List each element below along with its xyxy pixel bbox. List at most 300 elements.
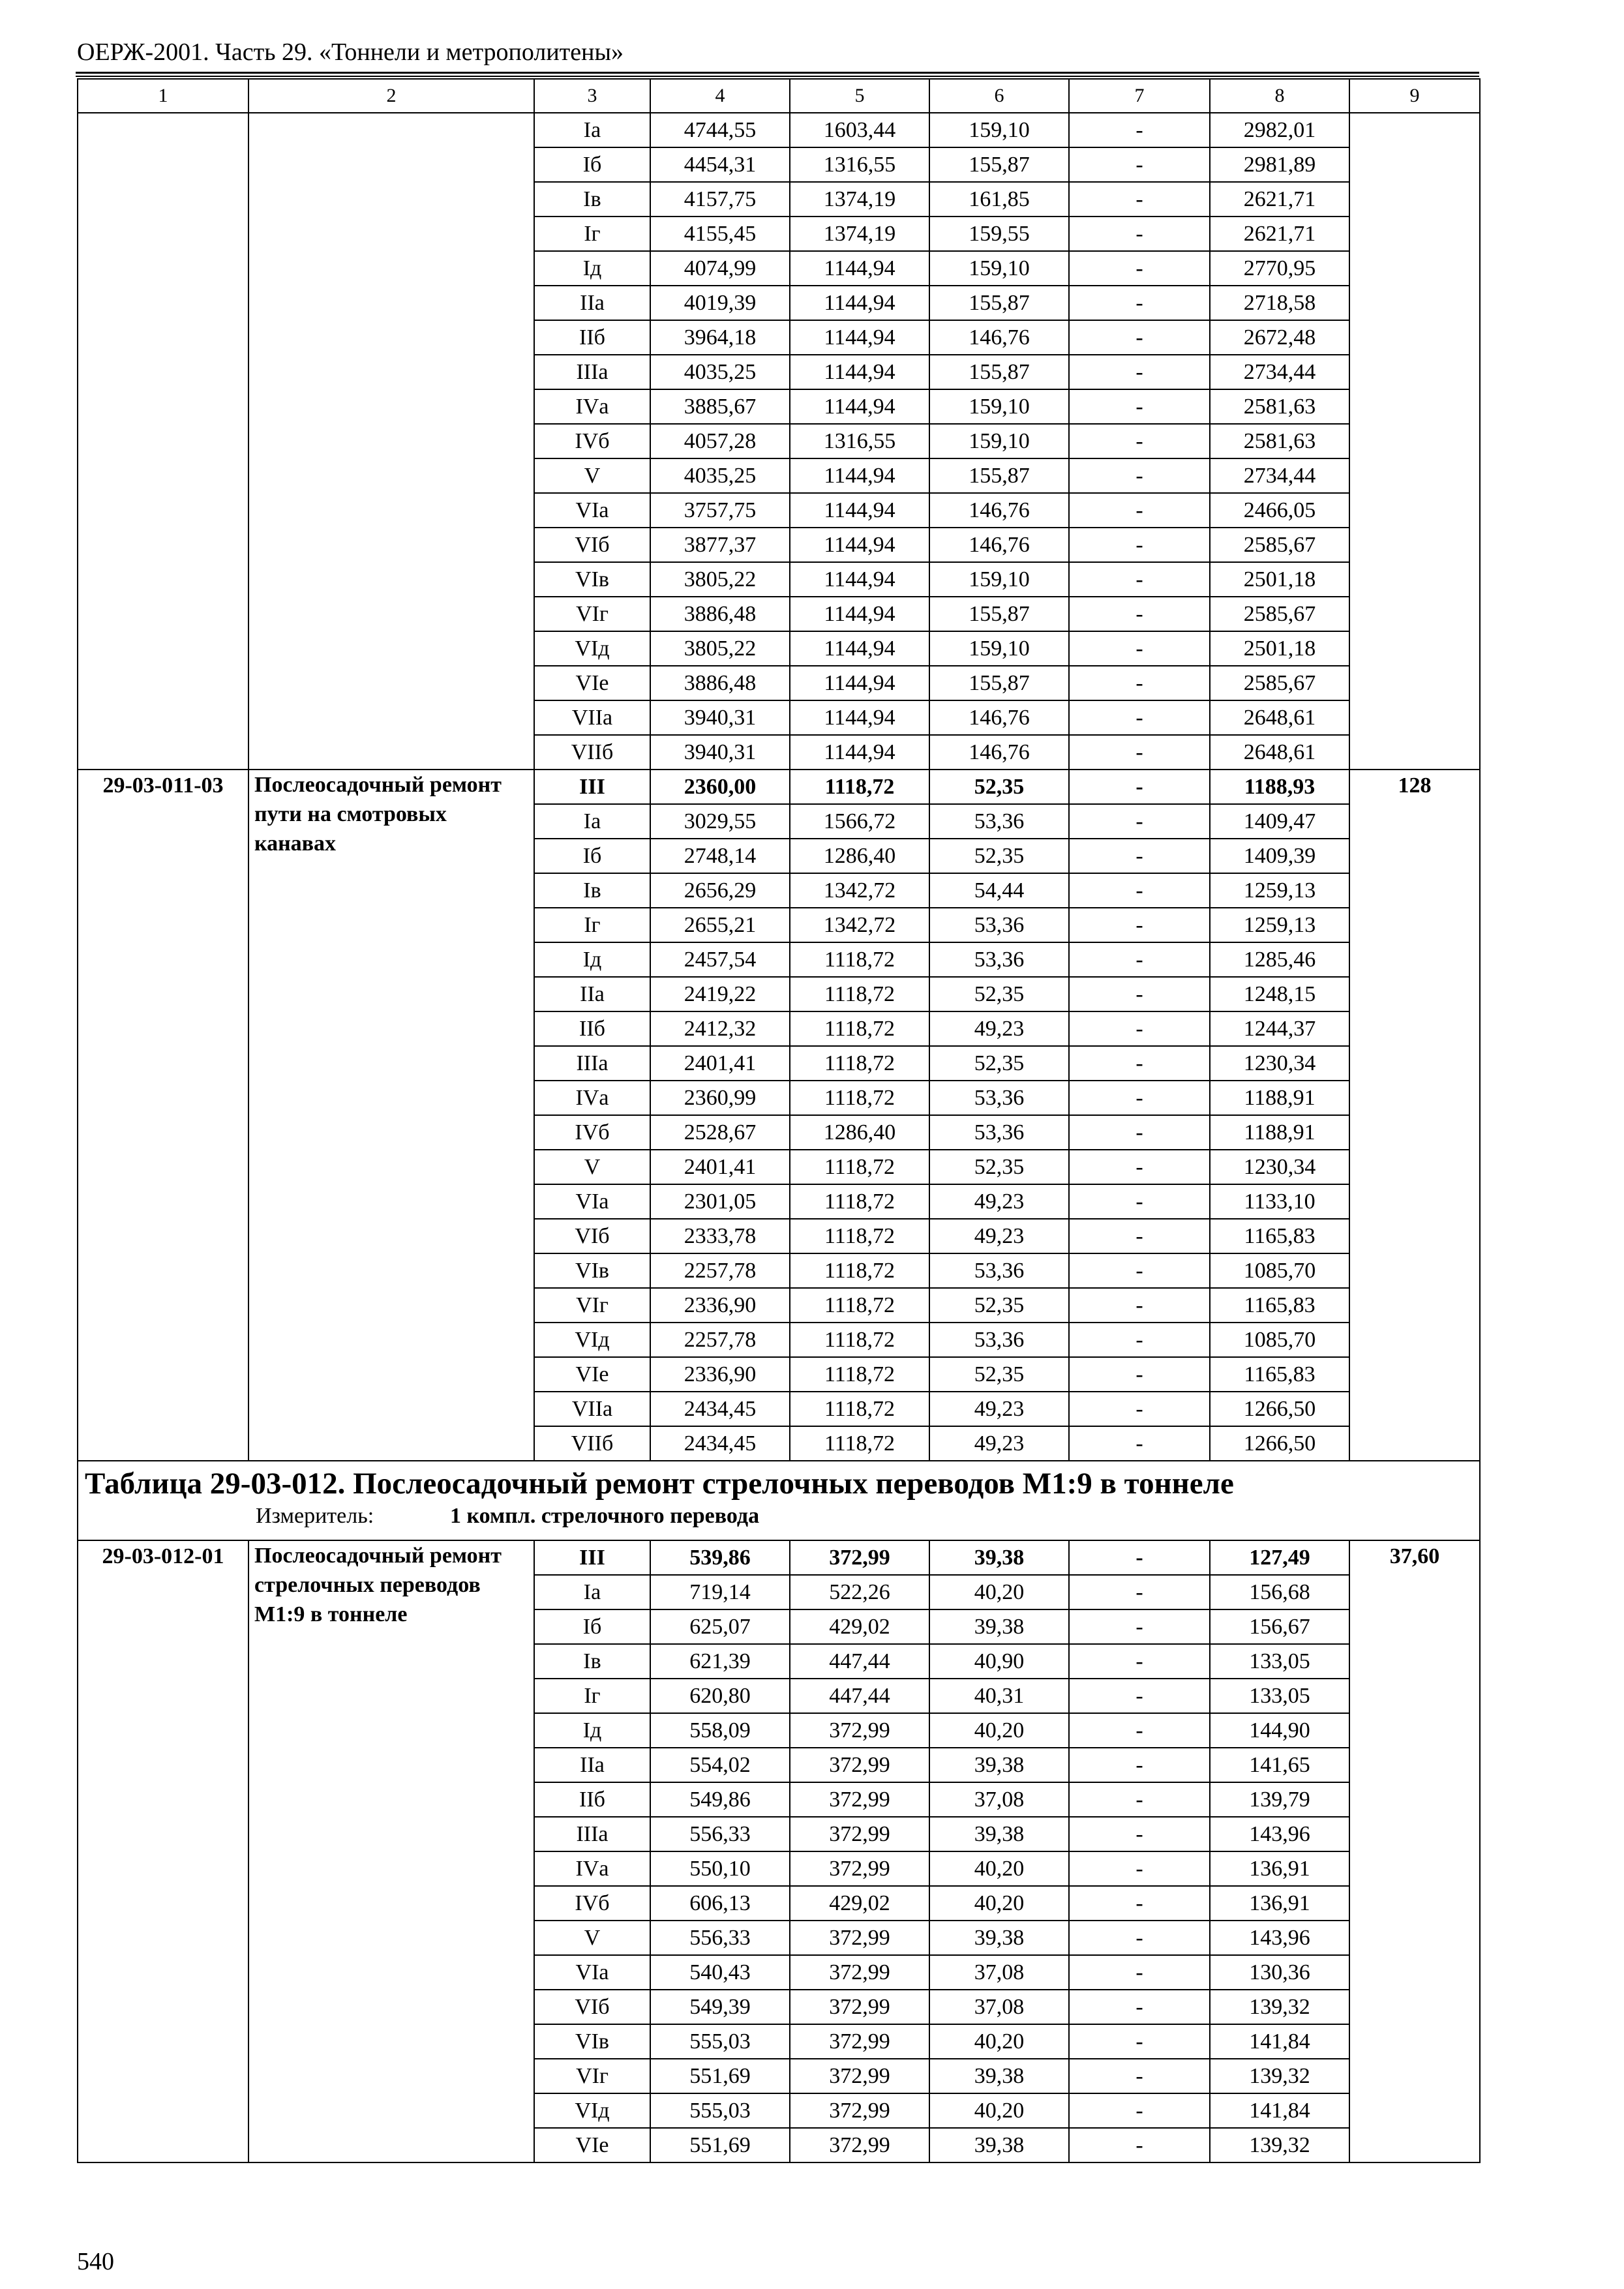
direct-costs-cell: 2301,05 — [650, 1184, 790, 1219]
machines-cell: 53,36 — [929, 1081, 1069, 1115]
labor-cell: 372,99 — [790, 1782, 929, 1817]
machines-cell: 40,20 — [929, 2093, 1069, 2128]
machines-cell: 159,10 — [929, 251, 1069, 286]
code-cell: 29-03-012-01 — [78, 1540, 248, 2162]
machines-cell: 161,85 — [929, 182, 1069, 217]
zone-cell: VIа — [534, 493, 650, 528]
total-cell: 37,60 — [1349, 1540, 1480, 2162]
materials-cell: 2585,67 — [1210, 597, 1349, 631]
labor-cell: 1118,72 — [790, 1150, 929, 1184]
zone-cell: VIIа — [534, 700, 650, 735]
name-cell — [248, 113, 534, 770]
drivers-cell: - — [1069, 873, 1210, 908]
materials-cell: 136,91 — [1210, 1886, 1349, 1921]
zone-cell: IVа — [534, 389, 650, 424]
machines-cell: 52,35 — [929, 1150, 1069, 1184]
machines-cell: 53,36 — [929, 804, 1069, 839]
labor-cell: 372,99 — [790, 1817, 929, 1851]
machines-cell: 39,38 — [929, 1609, 1069, 1644]
labor-cell: 522,26 — [790, 1575, 929, 1609]
table-caption — [78, 1461, 1480, 1540]
materials-cell: 1188,91 — [1210, 1081, 1349, 1115]
header-rule-thin — [76, 76, 1479, 77]
drivers-cell: - — [1069, 1679, 1210, 1713]
materials-cell: 1085,70 — [1210, 1323, 1349, 1357]
zone-cell: IIа — [534, 286, 650, 320]
direct-costs-cell: 2333,78 — [650, 1219, 790, 1253]
direct-costs-cell: 4157,75 — [650, 182, 790, 217]
code-cell — [78, 113, 248, 770]
labor-cell: 1118,72 — [790, 770, 929, 804]
drivers-cell: - — [1069, 839, 1210, 873]
zone-cell: III — [534, 1540, 650, 1575]
machines-cell: 52,35 — [929, 1357, 1069, 1392]
machines-cell: 159,10 — [929, 389, 1069, 424]
labor-cell: 1144,94 — [790, 493, 929, 528]
zone-cell: Iг — [534, 1679, 650, 1713]
labor-cell: 1342,72 — [790, 873, 929, 908]
labor-cell: 1144,94 — [790, 631, 929, 666]
machines-cell: 146,76 — [929, 493, 1069, 528]
labor-cell: 372,99 — [790, 1851, 929, 1886]
zone-cell: Iг — [534, 217, 650, 251]
labor-cell: 1144,94 — [790, 528, 929, 562]
machines-cell: 49,23 — [929, 1184, 1069, 1219]
machines-cell: 37,08 — [929, 1990, 1069, 2024]
code-cell: 29-03-011-03 — [78, 770, 248, 1461]
zone-cell: V — [534, 1150, 650, 1184]
machines-cell: 52,35 — [929, 1046, 1069, 1081]
machines-cell: 155,87 — [929, 597, 1069, 631]
materials-cell: 130,36 — [1210, 1955, 1349, 1990]
materials-cell: 143,96 — [1210, 1921, 1349, 1955]
direct-costs-cell: 719,14 — [650, 1575, 790, 1609]
machines-cell: 53,36 — [929, 908, 1069, 942]
materials-cell: 144,90 — [1210, 1713, 1349, 1748]
labor-cell: 1118,72 — [790, 1357, 929, 1392]
drivers-cell: - — [1069, 1184, 1210, 1219]
direct-costs-cell: 4019,39 — [650, 286, 790, 320]
column-number: 2 — [248, 79, 534, 113]
drivers-cell: - — [1069, 113, 1210, 147]
zone-cell: Iа — [534, 113, 650, 147]
direct-costs-cell: 550,10 — [650, 1851, 790, 1886]
labor-cell: 429,02 — [790, 1609, 929, 1644]
zone-cell: VIд — [534, 631, 650, 666]
labor-cell: 429,02 — [790, 1886, 929, 1921]
materials-cell: 133,05 — [1210, 1679, 1349, 1713]
materials-cell: 1266,50 — [1210, 1392, 1349, 1426]
zone-cell: VIIб — [534, 735, 650, 770]
drivers-cell: - — [1069, 942, 1210, 977]
machines-cell: 146,76 — [929, 320, 1069, 355]
column-number: 1 — [78, 79, 248, 113]
zone-cell: Iа — [534, 1575, 650, 1609]
zone-cell: VIг — [534, 2059, 650, 2093]
zone-cell: VIе — [534, 666, 650, 700]
labor-cell: 1144,94 — [790, 458, 929, 493]
machines-cell: 39,38 — [929, 1748, 1069, 1782]
materials-cell: 139,32 — [1210, 2128, 1349, 2162]
meter-value: 1 компл. стрелочного перевода — [450, 1504, 760, 1528]
drivers-cell: - — [1069, 1817, 1210, 1851]
direct-costs-cell: 3964,18 — [650, 320, 790, 355]
zone-cell: IIIа — [534, 1817, 650, 1851]
direct-costs-cell: 539,86 — [650, 1540, 790, 1575]
drivers-cell: - — [1069, 1150, 1210, 1184]
drivers-cell: - — [1069, 493, 1210, 528]
zone-cell: Iб — [534, 839, 650, 873]
materials-cell: 2648,61 — [1210, 700, 1349, 735]
drivers-cell: - — [1069, 1540, 1210, 1575]
drivers-cell: - — [1069, 147, 1210, 182]
labor-cell: 372,99 — [790, 1713, 929, 1748]
labor-cell: 1316,55 — [790, 147, 929, 182]
machines-cell: 155,87 — [929, 666, 1069, 700]
direct-costs-cell: 3885,67 — [650, 389, 790, 424]
materials-cell: 141,84 — [1210, 2024, 1349, 2059]
zone-cell: V — [534, 1921, 650, 1955]
zone-cell: VIб — [534, 528, 650, 562]
total-cell — [1349, 113, 1480, 770]
drivers-cell: - — [1069, 770, 1210, 804]
drivers-cell: - — [1069, 1748, 1210, 1782]
drivers-cell: - — [1069, 1921, 1210, 1955]
labor-cell: 1566,72 — [790, 804, 929, 839]
direct-costs-cell: 3877,37 — [650, 528, 790, 562]
direct-costs-cell: 2457,54 — [650, 942, 790, 977]
materials-cell: 2621,71 — [1210, 217, 1349, 251]
drivers-cell: - — [1069, 1782, 1210, 1817]
drivers-cell: - — [1069, 424, 1210, 458]
zone-cell: IIб — [534, 320, 650, 355]
drivers-cell: - — [1069, 735, 1210, 770]
direct-costs-cell: 3886,48 — [650, 666, 790, 700]
labor-cell: 1118,72 — [790, 1392, 929, 1426]
direct-costs-cell: 555,03 — [650, 2093, 790, 2128]
materials-cell: 2581,63 — [1210, 389, 1349, 424]
drivers-cell: - — [1069, 1426, 1210, 1461]
zone-cell: IIа — [534, 1748, 650, 1782]
machines-cell: 39,38 — [929, 1540, 1069, 1575]
zone-cell: VIе — [534, 1357, 650, 1392]
machines-cell: 155,87 — [929, 355, 1069, 389]
table-body — [78, 79, 1480, 2162]
column-number: 7 — [1069, 79, 1210, 113]
zone-cell: Iв — [534, 182, 650, 217]
materials-cell: 2672,48 — [1210, 320, 1349, 355]
drivers-cell: - — [1069, 320, 1210, 355]
drivers-cell: - — [1069, 1644, 1210, 1679]
materials-cell: 2981,89 — [1210, 147, 1349, 182]
drivers-cell: - — [1069, 286, 1210, 320]
labor-cell: 1118,72 — [790, 1046, 929, 1081]
drivers-cell: - — [1069, 182, 1210, 217]
drivers-cell: - — [1069, 2128, 1210, 2162]
machines-cell: 53,36 — [929, 1115, 1069, 1150]
labor-cell: 1144,94 — [790, 597, 929, 631]
machines-cell: 39,38 — [929, 1921, 1069, 1955]
zone-cell: III — [534, 770, 650, 804]
zone-cell: VIа — [534, 1184, 650, 1219]
direct-costs-cell: 2412,32 — [650, 1011, 790, 1046]
materials-cell: 2581,63 — [1210, 424, 1349, 458]
materials-cell: 1248,15 — [1210, 977, 1349, 1011]
machines-cell: 146,76 — [929, 528, 1069, 562]
header-rule — [76, 72, 1479, 74]
zone-cell: IVб — [534, 424, 650, 458]
materials-cell: 156,67 — [1210, 1609, 1349, 1644]
materials-cell: 141,65 — [1210, 1748, 1349, 1782]
machines-cell: 39,38 — [929, 1817, 1069, 1851]
drivers-cell: - — [1069, 1990, 1210, 2024]
labor-cell: 372,99 — [790, 2059, 929, 2093]
direct-costs-cell: 620,80 — [650, 1679, 790, 1713]
drivers-cell: - — [1069, 1357, 1210, 1392]
zone-cell: VIа — [534, 1955, 650, 1990]
zone-cell: VIIб — [534, 1426, 650, 1461]
drivers-cell: - — [1069, 217, 1210, 251]
machines-cell: 155,87 — [929, 147, 1069, 182]
table-row — [78, 113, 1480, 147]
materials-cell: 143,96 — [1210, 1817, 1349, 1851]
labor-cell: 447,44 — [790, 1644, 929, 1679]
meter-row — [85, 1502, 1474, 1531]
direct-costs-cell: 4035,25 — [650, 458, 790, 493]
labor-cell: 1118,72 — [790, 942, 929, 977]
materials-cell: 1266,50 — [1210, 1426, 1349, 1461]
table-row — [78, 1540, 1480, 1575]
labor-cell: 372,99 — [790, 2024, 929, 2059]
table-caption-row — [78, 1461, 1480, 1540]
materials-cell: 136,91 — [1210, 1851, 1349, 1886]
materials-cell: 2466,05 — [1210, 493, 1349, 528]
zone-cell: Iд — [534, 1713, 650, 1748]
direct-costs-cell: 540,43 — [650, 1955, 790, 1990]
direct-costs-cell: 3805,22 — [650, 562, 790, 597]
drivers-cell: - — [1069, 1392, 1210, 1426]
column-number: 9 — [1349, 79, 1480, 113]
zone-cell: IVа — [534, 1081, 650, 1115]
materials-cell: 1409,39 — [1210, 839, 1349, 873]
zone-cell: Iд — [534, 942, 650, 977]
drivers-cell: - — [1069, 1288, 1210, 1323]
materials-cell: 1230,34 — [1210, 1046, 1349, 1081]
drivers-cell: - — [1069, 528, 1210, 562]
machines-cell: 155,87 — [929, 458, 1069, 493]
column-number-row — [78, 79, 1480, 113]
zone-cell: VIв — [534, 1253, 650, 1288]
direct-costs-cell: 555,03 — [650, 2024, 790, 2059]
direct-costs-cell: 3029,55 — [650, 804, 790, 839]
machines-cell: 40,20 — [929, 1851, 1069, 1886]
drivers-cell: - — [1069, 666, 1210, 700]
zone-cell: IIб — [534, 1782, 650, 1817]
labor-cell: 1144,94 — [790, 286, 929, 320]
materials-cell: 1133,10 — [1210, 1184, 1349, 1219]
drivers-cell: - — [1069, 597, 1210, 631]
direct-costs-cell: 549,39 — [650, 1990, 790, 2024]
drivers-cell: - — [1069, 562, 1210, 597]
zone-cell: Iв — [534, 873, 650, 908]
materials-cell: 139,32 — [1210, 2059, 1349, 2093]
materials-cell: 2718,58 — [1210, 286, 1349, 320]
machines-cell: 52,35 — [929, 839, 1069, 873]
direct-costs-cell: 551,69 — [650, 2059, 790, 2093]
direct-costs-cell: 3940,31 — [650, 700, 790, 735]
materials-cell: 2585,67 — [1210, 666, 1349, 700]
labor-cell: 1144,94 — [790, 666, 929, 700]
labor-cell: 1144,94 — [790, 735, 929, 770]
materials-cell: 1085,70 — [1210, 1253, 1349, 1288]
materials-cell: 1259,13 — [1210, 908, 1349, 942]
machines-cell: 53,36 — [929, 1323, 1069, 1357]
column-number: 3 — [534, 79, 650, 113]
direct-costs-cell: 2401,41 — [650, 1046, 790, 1081]
drivers-cell: - — [1069, 1011, 1210, 1046]
labor-cell: 1118,72 — [790, 1184, 929, 1219]
machines-cell: 39,38 — [929, 2059, 1069, 2093]
machines-cell: 155,87 — [929, 286, 1069, 320]
labor-cell: 372,99 — [790, 2093, 929, 2128]
labor-cell: 372,99 — [790, 1540, 929, 1575]
column-number: 8 — [1210, 79, 1349, 113]
direct-costs-cell: 625,07 — [650, 1609, 790, 1644]
direct-costs-cell: 4035,25 — [650, 355, 790, 389]
labor-cell: 372,99 — [790, 1955, 929, 1990]
labor-cell: 1286,40 — [790, 1115, 929, 1150]
direct-costs-cell: 3940,31 — [650, 735, 790, 770]
drivers-cell: - — [1069, 804, 1210, 839]
machines-cell: 39,38 — [929, 2128, 1069, 2162]
materials-cell: 2585,67 — [1210, 528, 1349, 562]
zone-cell: Iа — [534, 804, 650, 839]
direct-costs-cell: 2336,90 — [650, 1357, 790, 1392]
zone-cell: VIе — [534, 2128, 650, 2162]
zone-cell: VIг — [534, 1288, 650, 1323]
zone-cell: IVа — [534, 1851, 650, 1886]
machines-cell: 159,10 — [929, 562, 1069, 597]
labor-cell: 372,99 — [790, 1921, 929, 1955]
direct-costs-cell: 2748,14 — [650, 839, 790, 873]
labor-cell: 1144,94 — [790, 251, 929, 286]
labor-cell: 372,99 — [790, 1990, 929, 2024]
materials-cell: 1244,37 — [1210, 1011, 1349, 1046]
drivers-cell: - — [1069, 1575, 1210, 1609]
machines-cell: 159,10 — [929, 631, 1069, 666]
zone-cell: Iб — [534, 147, 650, 182]
drivers-cell: - — [1069, 2024, 1210, 2059]
direct-costs-cell: 4744,55 — [650, 113, 790, 147]
estimate-table — [77, 78, 1481, 2163]
direct-costs-cell: 2656,29 — [650, 873, 790, 908]
direct-costs-cell: 558,09 — [650, 1713, 790, 1748]
machines-cell: 52,35 — [929, 770, 1069, 804]
direct-costs-cell: 4074,99 — [650, 251, 790, 286]
direct-costs-cell: 2401,41 — [650, 1150, 790, 1184]
drivers-cell: - — [1069, 1323, 1210, 1357]
labor-cell: 1374,19 — [790, 217, 929, 251]
direct-costs-cell: 3757,75 — [650, 493, 790, 528]
materials-cell: 139,32 — [1210, 1990, 1349, 2024]
column-number: 6 — [929, 79, 1069, 113]
labor-cell: 1342,72 — [790, 908, 929, 942]
drivers-cell: - — [1069, 1115, 1210, 1150]
zone-cell: Iв — [534, 1644, 650, 1679]
machines-cell: 52,35 — [929, 1288, 1069, 1323]
direct-costs-cell: 551,69 — [650, 2128, 790, 2162]
drivers-cell: - — [1069, 2093, 1210, 2128]
labor-cell: 1118,72 — [790, 1081, 929, 1115]
zone-cell: VIв — [534, 562, 650, 597]
direct-costs-cell: 2528,67 — [650, 1115, 790, 1150]
zone-cell: VIб — [534, 1990, 650, 2024]
labor-cell: 1118,72 — [790, 1219, 929, 1253]
direct-costs-cell: 621,39 — [650, 1644, 790, 1679]
zone-cell: IIа — [534, 977, 650, 1011]
materials-cell: 127,49 — [1210, 1540, 1349, 1575]
labor-cell: 1603,44 — [790, 113, 929, 147]
name-cell: Послеосадочный ремонт стрелочных переводов М1:9 в тоннеле — [248, 1540, 534, 2162]
direct-costs-cell: 4155,45 — [650, 217, 790, 251]
materials-cell: 1165,83 — [1210, 1357, 1349, 1392]
drivers-cell: - — [1069, 1955, 1210, 1990]
zone-cell: V — [534, 458, 650, 493]
machines-cell: 54,44 — [929, 873, 1069, 908]
machines-cell: 40,20 — [929, 2024, 1069, 2059]
drivers-cell: - — [1069, 2059, 1210, 2093]
labor-cell: 1118,72 — [790, 1323, 929, 1357]
machines-cell: 49,23 — [929, 1219, 1069, 1253]
direct-costs-cell: 2434,45 — [650, 1426, 790, 1461]
materials-cell: 1230,34 — [1210, 1150, 1349, 1184]
materials-cell: 1259,13 — [1210, 873, 1349, 908]
materials-cell: 1165,83 — [1210, 1288, 1349, 1323]
materials-cell: 1285,46 — [1210, 942, 1349, 977]
machines-cell: 52,35 — [929, 977, 1069, 1011]
materials-cell: 1188,93 — [1210, 770, 1349, 804]
machines-cell: 146,76 — [929, 735, 1069, 770]
labor-cell: 1316,55 — [790, 424, 929, 458]
materials-cell: 139,79 — [1210, 1782, 1349, 1817]
name-cell: Послеосадочный ремонт пути на смотровых канавах — [248, 770, 534, 1461]
drivers-cell: - — [1069, 1713, 1210, 1748]
machines-cell: 40,20 — [929, 1575, 1069, 1609]
materials-cell: 1188,91 — [1210, 1115, 1349, 1150]
zone-cell: VIIа — [534, 1392, 650, 1426]
materials-cell: 1409,47 — [1210, 804, 1349, 839]
direct-costs-cell: 606,13 — [650, 1886, 790, 1921]
zone-cell: VIб — [534, 1219, 650, 1253]
labor-cell: 1144,94 — [790, 562, 929, 597]
zone-cell: IVб — [534, 1115, 650, 1150]
table-title: Таблица 29-03-012. Послеосадочный ремонт стрелочных переводов М1:9 в тоннеле — [85, 1467, 1234, 1501]
zone-cell: VIг — [534, 597, 650, 631]
labor-cell: 1118,72 — [790, 1011, 929, 1046]
direct-costs-cell: 2360,99 — [650, 1081, 790, 1115]
direct-costs-cell: 556,33 — [650, 1921, 790, 1955]
direct-costs-cell: 4057,28 — [650, 424, 790, 458]
machines-cell: 40,20 — [929, 1886, 1069, 1921]
drivers-cell: - — [1069, 251, 1210, 286]
machines-cell: 37,08 — [929, 1782, 1069, 1817]
drivers-cell: - — [1069, 908, 1210, 942]
zone-cell: Iб — [534, 1609, 650, 1644]
zone-cell: IVб — [534, 1886, 650, 1921]
labor-cell: 1374,19 — [790, 182, 929, 217]
materials-cell: 2770,95 — [1210, 251, 1349, 286]
zone-cell: VIд — [534, 1323, 650, 1357]
